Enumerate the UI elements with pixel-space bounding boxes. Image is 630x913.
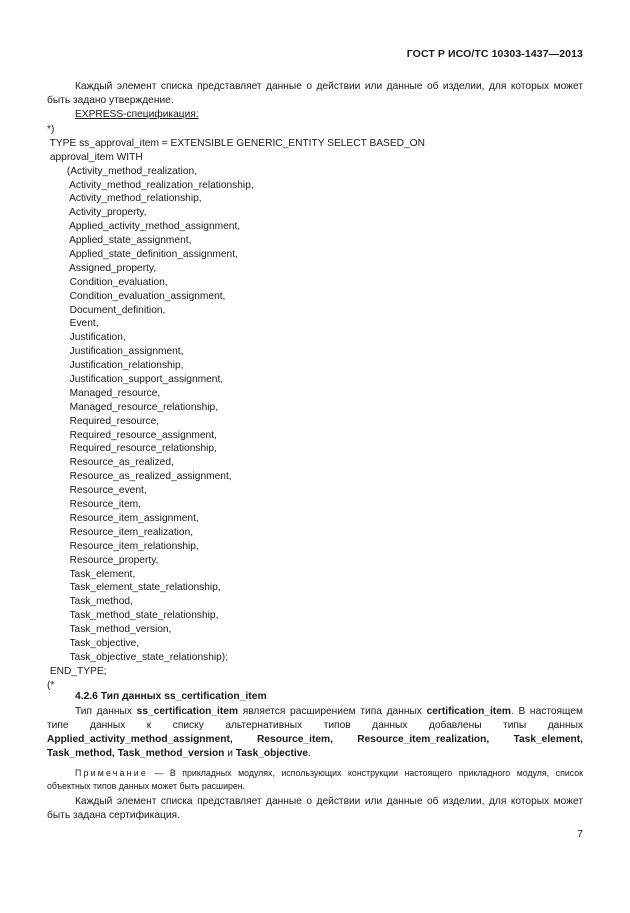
code-line: Resource_item,: [47, 499, 141, 511]
code-line: Task_method,: [47, 596, 133, 608]
code-line: Resource_item_realization,: [47, 526, 194, 538]
code-line: Required_resource_relationship,: [47, 443, 217, 455]
code-line: Applied_state_assignment,: [47, 235, 192, 247]
code-line: Condition_evaluation,: [47, 276, 168, 288]
text-run: . В настоящем типе данных к списку альтернативных типов данных добавлены типы данных: [47, 706, 583, 731]
code-line: Resource_property,: [47, 554, 159, 566]
code-line: Justification,: [47, 332, 126, 344]
express-label: EXPRESS-спецификация:: [75, 109, 199, 120]
page-number: 7: [577, 829, 583, 840]
code-line: Task_objective,: [47, 637, 140, 649]
text-run: является расширением типа данных: [238, 706, 427, 717]
code-line: Activity_method_realization_relationship,: [47, 179, 254, 191]
section-paragraph-1: [47, 705, 583, 761]
document-code-header: ГОСТ Р ИСО/ТС 10303-1437—2013: [406, 48, 583, 60]
type-list-bold: Applied_activity_method_assignment, Resource_item, Resource_item_realization, Task_element, Task_method, Task_method_version: [47, 734, 583, 759]
code-line: Resource_item_relationship,: [47, 540, 199, 552]
code-line: Resource_as_realized,: [47, 457, 174, 469]
intro-block: [47, 80, 583, 122]
code-line: (*: [47, 679, 55, 691]
code-line: Managed_resource_relationship,: [47, 401, 219, 413]
code-line: Task_objective_state_relationship);: [47, 651, 229, 663]
text-run: .: [308, 748, 311, 759]
note-text: — В прикладных модулях, использующих конструкции настоящего прикладного модуля, список объектных типов данных может быть расширен.: [47, 768, 583, 791]
type-name-bold: Task_objective: [235, 748, 309, 759]
code-line: Task_method_version,: [47, 624, 172, 636]
code-line: Condition_evaluation_assignment,: [47, 290, 226, 302]
express-label-line: [47, 108, 583, 122]
code-line: approval_item WITH: [47, 151, 143, 163]
code-line: Justification_relationship,: [47, 360, 184, 372]
code-line: Task_element,: [47, 568, 136, 580]
type-name-bold: certification_item: [426, 706, 511, 717]
code-line: TYPE ss_approval_item = EXTENSIBLE GENERIC_ENTITY SELECT BASED_ON: [47, 137, 425, 149]
code-line: Event,: [47, 318, 99, 330]
text-run: и: [224, 748, 236, 759]
code-line: Required_resource,: [47, 415, 160, 427]
code-line: Justification_support_assignment,: [47, 374, 224, 386]
code-line: Resource_as_realized_assignment,: [47, 471, 232, 483]
code-line: *): [47, 124, 55, 135]
type-name-bold: ss_certification_item: [136, 706, 239, 717]
text-run: Тип данных: [75, 706, 137, 717]
code-line: Applied_activity_method_assignment,: [47, 221, 241, 233]
section-heading: 4.2.6 Тип данных ss_certification_item: [75, 691, 267, 702]
code-line: Assigned_property,: [47, 262, 157, 274]
code-line: Justification_assignment,: [47, 346, 184, 358]
note-label: Примечание: [75, 768, 148, 778]
code-line: Resource_event,: [47, 485, 147, 497]
closing-block: [47, 795, 583, 823]
code-line: (Activity_method_realization,: [47, 165, 198, 177]
code-line: Managed_resource,: [47, 387, 161, 399]
section-paragraph-2: Каждый элемент списка представляет данные о действии или данные об изделии, для которых может быть задана сертификация.: [47, 796, 583, 821]
note-paragraph: [47, 767, 583, 793]
code-line: Required_resource_assignment,: [47, 429, 217, 441]
code-line: Task_element_state_relationship,: [47, 582, 221, 594]
code-line: Task_method_state_relationship,: [47, 610, 219, 622]
express-code-block: [47, 123, 425, 693]
code-line: Activity_property,: [47, 207, 147, 219]
code-line: Resource_item_assignment,: [47, 512, 199, 524]
intro-paragraph: Каждый элемент списка представляет данные о действии или данные об изделии, для которых может быть задано утверждение.: [47, 81, 583, 106]
code-line: END_TYPE;: [47, 665, 107, 677]
code-line: Activity_method_relationship,: [47, 193, 202, 205]
code-line: Applied_state_definition_assignment,: [47, 249, 238, 261]
section-body: [47, 705, 583, 761]
code-line: Document_definition,: [47, 304, 166, 316]
